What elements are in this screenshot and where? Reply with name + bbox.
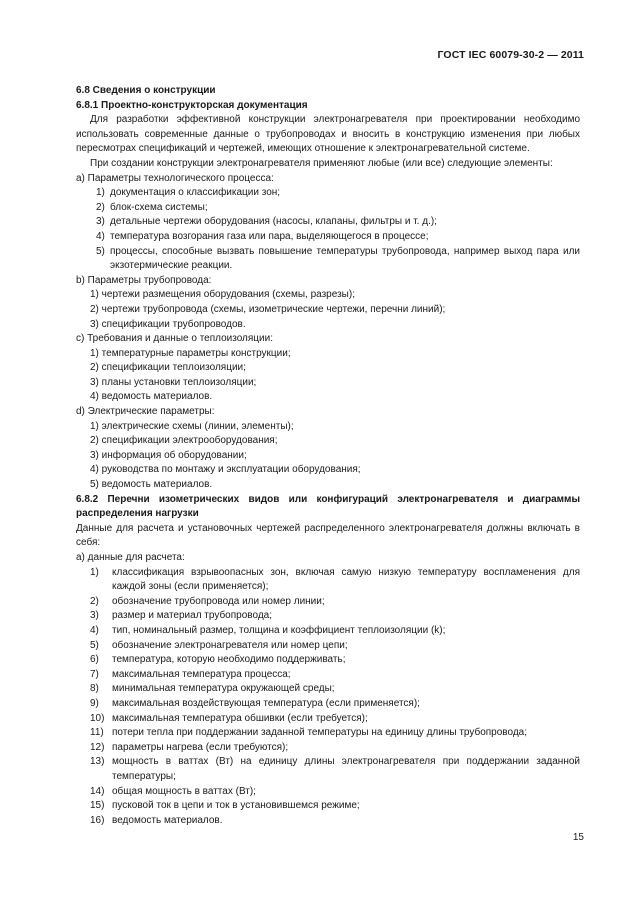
item-number: 16) xyxy=(90,814,105,826)
item-number: 10) xyxy=(90,712,105,724)
item-text: максимальная температура процесса; xyxy=(112,668,291,680)
document-body xyxy=(76,80,580,828)
item-number: 5) xyxy=(90,639,99,651)
group-d-title: d) Электрические параметры: xyxy=(76,406,215,418)
list-item xyxy=(76,215,580,230)
list-item: 3) планы установки теплоизоляции; xyxy=(90,376,257,388)
list-item xyxy=(76,785,580,800)
list-item: 2) чертежи трубопровода (схемы, изометрические чертежи, перечни линий); xyxy=(90,303,446,315)
list-item xyxy=(76,566,580,595)
list-item: 4) ведомость материалов. xyxy=(90,391,213,403)
list-item xyxy=(76,799,580,814)
item-number: 4) xyxy=(96,230,105,242)
list-item xyxy=(76,712,580,727)
section-title: 6.8 Сведения о конструкции xyxy=(76,85,216,96)
list-item xyxy=(76,697,580,712)
item-number: 3) xyxy=(96,216,105,228)
item-text: пусковой ток в цепи и ток в установившемся режиме; xyxy=(112,800,360,812)
item-number: 8) xyxy=(90,683,99,695)
intro-paragraph: Для разработки эффективной конструкции электронагревателя при проектировании необходимо использовать современные данные о трубопроводах и вносить в конструкцию изменения при любых пересмотрах спецификаций и чертежей, имеющих отношение к электронагревательной системе. xyxy=(76,114,580,155)
item-text: ведомость материалов. xyxy=(112,814,223,826)
item-number: 1) xyxy=(90,566,99,578)
item-text: детальные чертежи оборудования (насосы, клапаны, фильтры и т. д.); xyxy=(110,216,437,228)
list-item xyxy=(76,755,580,784)
list-item: 2) спецификации теплоизоляции; xyxy=(90,362,246,374)
elements-paragraph: При создании конструкции электронагревателя применяют любые (или все) следующие элементы: xyxy=(90,157,553,169)
item-number: 14) xyxy=(90,785,105,797)
group-a-list xyxy=(76,186,580,274)
list-item xyxy=(76,726,580,741)
subsection-title-6-8-2: 6.8.2 Перечни изометрических видов или конфигураций электронагревателя и диаграммы распределения нагрузки xyxy=(76,493,580,520)
list-item xyxy=(76,186,580,201)
document-header: ГОСТ IEC 60079-30-2 — 2011 xyxy=(437,49,584,61)
calc-list xyxy=(76,566,580,829)
subsection-title-6-8-1: 6.8.1 Проектно-конструкторская документация xyxy=(76,99,308,111)
list-item xyxy=(76,814,580,829)
list-item xyxy=(76,668,580,683)
item-number: 15) xyxy=(90,800,105,812)
list-item xyxy=(76,682,580,697)
item-text: потери тепла при поддержании заданной температуры на единицу длины трубопровода; xyxy=(112,727,528,739)
item-text: максимальная воздействующая температура (если применяется); xyxy=(112,697,420,709)
list-item: 4) руководства по монтажу и эксплуатации оборудования; xyxy=(90,464,361,476)
item-text: размер и материал трубопровода; xyxy=(112,610,272,622)
item-number: 2) xyxy=(90,595,99,607)
list-item: 1) температурные параметры конструкции; xyxy=(90,347,291,359)
list-item xyxy=(76,741,580,756)
list-item: 3) информация об оборудовании; xyxy=(90,449,247,461)
item-text: обозначение трубопровода или номер линии; xyxy=(112,595,325,607)
item-number: 2) xyxy=(96,201,105,213)
item-text: обозначение электронагревателя или номер цепи; xyxy=(112,639,348,651)
list-item: 5) ведомость материалов. xyxy=(90,479,213,491)
list-item: 3) спецификации трубопроводов. xyxy=(90,318,246,330)
item-text: температура, которую необходимо поддерживать; xyxy=(112,654,346,666)
item-number: 3) xyxy=(90,610,99,622)
item-text: параметры нагрева (если требуются); xyxy=(112,741,289,753)
subsection-6-8-2-paragraph: Данные для расчета и установочных чертежей распределенного электронагревателя должны включать в себя: xyxy=(76,522,580,549)
item-text: температура возгорания газа или пара, выделяющегося в процессе; xyxy=(110,230,429,242)
item-text: классификация взрывоопасных зон, включая самую низкую температуру воспламенения для каждой зоны (если применяется); xyxy=(112,566,580,593)
calc-title: a) данные для расчета: xyxy=(76,552,185,563)
item-number: 6) xyxy=(90,654,99,666)
item-text: блок-схема системы; xyxy=(110,201,208,213)
list-item xyxy=(76,245,580,274)
item-number: 13) xyxy=(90,756,105,768)
item-number: 1) xyxy=(96,187,105,199)
list-item xyxy=(76,624,580,639)
item-text: документация о классификации зон; xyxy=(110,187,281,199)
item-text: максимальная температура обшивки (если требуется); xyxy=(112,712,368,724)
list-item: 1) чертежи размещения оборудования (схемы, разрезы); xyxy=(90,289,355,301)
list-item xyxy=(76,653,580,668)
item-text: процессы, способные вызвать повышение температуры трубопровода, например выход пара или экзотермические реакции. xyxy=(110,245,580,272)
item-text: тип, номинальный размер, толщина и коэффициент теплоизоляции (k); xyxy=(112,624,446,636)
item-number: 12) xyxy=(90,741,105,753)
item-number: 9) xyxy=(90,697,99,709)
item-text: мощность в ваттах (Вт) на единицу длины электронагревателя при поддержании заданной температуры; xyxy=(112,756,580,782)
list-item xyxy=(76,609,580,624)
group-c-title: c) Требования и данные о теплоизоляции: xyxy=(76,333,273,345)
list-item xyxy=(76,639,580,654)
list-item xyxy=(76,595,580,610)
list-item: 2) спецификации электрооборудования; xyxy=(90,435,278,447)
item-number: 7) xyxy=(90,668,99,680)
list-item xyxy=(76,201,580,216)
item-number: 5) xyxy=(96,245,105,257)
group-a-title: a) Параметры технологического процесса: xyxy=(76,172,274,184)
page-number: 15 xyxy=(572,832,584,843)
list-item: 1) электрические схемы (линии, элементы); xyxy=(90,420,294,432)
item-text: общая мощность в ваттах (Вт); xyxy=(112,785,256,797)
list-item xyxy=(76,230,580,245)
item-number: 4) xyxy=(90,624,99,636)
group-b-title: b) Параметры трубопровода: xyxy=(76,274,212,286)
item-text: минимальная температура окружающей среды; xyxy=(112,683,335,695)
item-number: 11) xyxy=(90,727,104,739)
